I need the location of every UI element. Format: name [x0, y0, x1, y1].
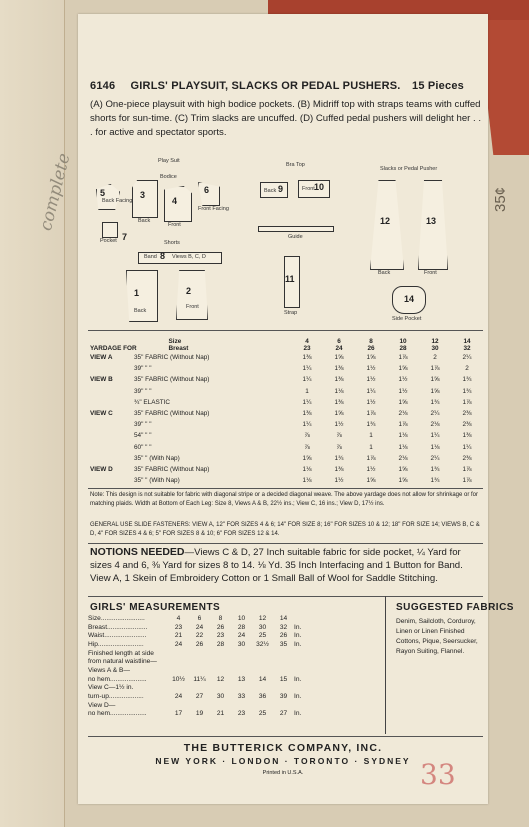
measurement-label: Hip.........................	[88, 640, 144, 648]
yardage-cell: 1½	[334, 421, 344, 429]
measurement-cell: 36	[258, 693, 267, 701]
yardage-cell: ⅞	[336, 432, 342, 440]
measurement-cell	[210, 649, 231, 658]
yardage-cell: 1	[305, 387, 309, 395]
measurement-cell	[210, 701, 231, 710]
slacks-label: Slacks or Pedal Pusher	[380, 166, 438, 172]
yardage-cell: 2¼	[430, 410, 440, 418]
size-column-header: 14 32	[463, 338, 471, 352]
measurement-cell	[252, 666, 273, 675]
measurement-row	[88, 692, 301, 701]
measurement-unit: In.	[294, 640, 302, 648]
measurement-cell	[252, 657, 273, 666]
measurement-cell: 10½	[172, 675, 185, 683]
yardage-view: VIEW D	[90, 465, 113, 473]
measurement-unit	[294, 684, 301, 693]
notions-text: —Views C & D, 27 Inch suitable fabric for side pocket, ¼ Yard for sizes 4 and 6, ⅜ Yard for sizes 8 to 14. ⅛ Yd. 35 Inch Interfacing and 1 Button for Band. View A, 1 Skein of Embroidery Cotton or 1 Small Ball of Wool for Saddle Stitching.	[90, 547, 463, 584]
yardage-cell: 1⅝	[430, 387, 440, 395]
yardage-cell: 1¼	[302, 365, 312, 373]
yardage-row	[88, 386, 483, 397]
measurement-cell: 39	[279, 693, 288, 701]
measurement-cell	[210, 657, 231, 666]
yardage-fabric: 35" " (With Nap)	[134, 454, 180, 462]
measurement-label: no hem....................	[88, 675, 147, 683]
yardage-fabric: 39" " "	[134, 365, 152, 373]
yardage-view	[88, 363, 132, 374]
strap-label: Strap	[284, 310, 298, 316]
yardage-cell: 1½	[334, 477, 344, 485]
yardage-cell: 1¾	[430, 398, 440, 406]
measurement-cell: 28	[237, 623, 246, 631]
pattern-piece-2	[176, 270, 208, 320]
measurement-unit	[294, 614, 301, 623]
yardage-cell: 1½	[366, 398, 376, 406]
shorts-front-label: Front	[186, 304, 199, 310]
measurement-cell	[231, 657, 252, 666]
measurement-unit: In.	[294, 632, 302, 640]
pattern-piece-diagram	[88, 158, 483, 328]
yardage-cell: 1¾	[334, 454, 344, 462]
measurement-label: View D—	[88, 701, 116, 709]
yardage-cell: ⅞	[336, 443, 342, 451]
pattern-number: 6146	[90, 80, 116, 92]
measurement-row	[88, 649, 301, 658]
measurement-cell: 32½	[256, 640, 269, 648]
piece-number-13: 13	[426, 216, 437, 226]
company-name: THE BUTTERICK COMPANY, INC.	[183, 742, 383, 754]
measurement-cell: 21	[174, 632, 183, 640]
measurement-cell	[168, 684, 189, 693]
measurement-cell: 30	[258, 623, 267, 631]
shorts-back-label: Back	[134, 308, 147, 314]
measurement-row	[88, 657, 301, 666]
pattern-title-line	[90, 80, 464, 92]
yardage-cell: 1⅜	[462, 432, 472, 440]
yardage-cell: 1⅞	[398, 421, 408, 429]
measurement-unit: In.	[294, 710, 302, 718]
yardage-view: VIEW B	[90, 376, 113, 384]
front-facing-label: Front Facing	[198, 206, 229, 212]
piece-number-1: 1	[134, 288, 140, 298]
piece-number-7: 7	[122, 232, 128, 242]
measurement-unit: In.	[294, 693, 302, 701]
yardage-cell: 2⅜	[462, 410, 472, 418]
measurement-unit: In.	[294, 675, 302, 683]
bodice-label: Bodice	[160, 174, 177, 180]
pattern-pieces: 15 Pieces	[412, 80, 464, 92]
yardage-note: Note: This design is not suitable for fabric with diagonal stripe or a decided diagonal weave. The above yardage does not allow for shrinkage or for matching plaids. Width at Bottom of Each Leg: Size 8, Views A & B, 22½ ins.; View C, 16 ins.; View D, 17½ ins.	[90, 492, 479, 507]
measurement-cell: 27	[195, 693, 204, 701]
yardage-fabric: 54" " "	[134, 432, 152, 440]
playsuit-label: Play Suit	[158, 158, 180, 164]
piece-number-2: 2	[186, 286, 192, 296]
measurement-label: Size........................	[88, 614, 145, 622]
measurement-cell	[231, 701, 252, 710]
piece-number-14: 14	[404, 294, 415, 304]
yardage-cell: 1⅝	[334, 410, 344, 418]
measurement-cell	[168, 666, 189, 675]
yardage-cell: 2⅜	[462, 421, 472, 429]
measurement-cell: 32	[279, 623, 288, 631]
measurement-cell: 19	[195, 710, 204, 718]
yardage-cell: 1¾	[430, 477, 440, 485]
divider	[88, 736, 483, 737]
measurement-cell: 10	[237, 614, 246, 622]
measurement-cell: 8	[218, 614, 223, 622]
yardage-fabric: 35" " (With Nap)	[134, 477, 180, 485]
measurement-label: turn-up...................	[88, 693, 144, 701]
yardage-cell: 1⅛	[398, 432, 408, 440]
measurement-cell: 24	[195, 623, 204, 631]
yardage-cell: 2¼	[462, 354, 472, 362]
yardage-cell: 1⅝	[398, 465, 408, 473]
measurement-cell	[189, 657, 210, 666]
measurement-cell: 25	[258, 710, 267, 718]
side-pocket-label: Side Pocket	[392, 316, 422, 322]
yardage-cell: 2	[433, 354, 437, 362]
divider	[88, 596, 483, 597]
measurement-label: from natural waistline—	[88, 658, 157, 666]
size-breast-label: Size Breast	[168, 338, 189, 352]
fabrics-heading: SUGGESTED FABRICS	[396, 602, 514, 613]
measurement-cell	[168, 657, 189, 666]
measurement-row	[88, 614, 301, 623]
measurement-cell	[273, 666, 294, 675]
measurement-cell	[252, 701, 273, 710]
band-views-label: Views B, C, D	[172, 254, 206, 260]
measurement-cell: 14	[279, 614, 288, 622]
measurement-row	[88, 710, 301, 719]
measurement-cell: 24	[174, 693, 183, 701]
piece-number-10: 10	[314, 182, 325, 192]
yardage-row	[88, 464, 483, 475]
yardage-fabric: 60" " "	[134, 443, 152, 451]
measurement-row	[88, 675, 301, 684]
measurement-cell: 12	[258, 614, 267, 622]
yardage-cell: 1¼	[462, 443, 472, 451]
yardage-row	[88, 352, 483, 363]
printed-in: Printed in U.S.A.	[262, 770, 304, 776]
yardage-cell: 1⅜	[334, 398, 344, 406]
yardage-row	[88, 397, 483, 408]
piece-number-12: 12	[380, 216, 391, 226]
measurement-cell: 12	[216, 675, 225, 683]
yardage-cell: 1½	[366, 365, 376, 373]
size-column-header: 4 23	[303, 338, 311, 352]
yardage-cell: 2⅛	[398, 410, 408, 418]
yardage-cell: 1¼	[302, 421, 312, 429]
yardage-cell: 1¾	[462, 376, 472, 384]
yardage-row	[88, 442, 483, 453]
yardage-fabric: 39" " "	[134, 421, 152, 429]
yardage-view	[88, 453, 132, 464]
yardage-fabric: 35" FABRIC (Without Nap)	[134, 465, 210, 473]
measurement-label: Finished length at side	[88, 649, 154, 657]
yardage-cell: 1⅞	[462, 477, 472, 485]
yardage-row	[88, 430, 483, 441]
yardage-cell: 1½	[398, 376, 408, 384]
measurement-cell: 14	[258, 675, 267, 683]
yardage-table	[88, 334, 483, 486]
yardage-cell: 1⅞	[462, 465, 472, 473]
pattern-description: (A) One-piece playsuit with high bodice pockets. (B) Midriff top with straps teams with cuffed shorts for sun-time. (C) Trim slacks are uncuffed. (D) Cuffed pedal pushers will delight her . . . for active and spectator sports.	[90, 99, 482, 138]
size-column-header: 10 28	[399, 338, 407, 352]
piece-number-9: 9	[278, 184, 284, 194]
yardage-cell: 1⅝	[366, 477, 376, 485]
measurement-cell	[273, 684, 294, 693]
yardage-cell: ⅞	[304, 432, 310, 440]
measurement-row	[88, 701, 301, 710]
yardage-cell: 1¼	[302, 376, 312, 384]
measurement-cell	[273, 701, 294, 710]
yardage-cell: 1⅛	[430, 443, 440, 451]
pattern-piece-guide	[258, 226, 334, 232]
measurement-cell: 24	[174, 640, 183, 648]
yardage-cell: 1⅜	[334, 465, 344, 473]
bra-back-label: Back	[264, 188, 277, 194]
yardage-cell: 1⅜	[302, 410, 312, 418]
measurement-unit	[294, 649, 301, 658]
slacks-front-label: Front	[424, 270, 437, 276]
measurement-cell: 6	[197, 614, 202, 622]
back-facing-label: Back Facing	[102, 198, 133, 204]
yardage-fabric: 35" FABRIC (Without Nap)	[134, 376, 210, 384]
yardage-view	[88, 386, 132, 397]
measurement-cell	[168, 701, 189, 710]
yardage-row	[88, 419, 483, 430]
column-divider	[385, 596, 386, 734]
measurement-cell: 28	[216, 640, 225, 648]
yardage-header-row	[88, 334, 483, 352]
notions-heading: NOTIONS NEEDED	[90, 546, 185, 558]
measurement-row	[88, 684, 301, 693]
measurement-cell: 23	[216, 632, 225, 640]
measurement-row	[88, 666, 301, 675]
yardage-row	[88, 363, 483, 374]
bodice-front-label: Front	[168, 222, 181, 228]
yardage-cell: 1½	[366, 465, 376, 473]
measurement-cell: 26	[279, 632, 288, 640]
slacks-back-label: Back	[378, 270, 391, 276]
measurement-label: Waist.......................	[88, 632, 147, 640]
measurement-cell: 35	[279, 640, 288, 648]
handwritten-note: complete	[36, 151, 75, 233]
yardage-cell: 2⅛	[430, 421, 440, 429]
yardage-cell: 1⅝	[302, 454, 312, 462]
measurement-cell	[210, 684, 231, 693]
yardage-view	[88, 430, 132, 441]
measurement-row	[88, 623, 301, 632]
yardage-fabric: ¾" ELASTIC	[134, 398, 171, 406]
measurement-cell: 17	[174, 710, 183, 718]
slide-fasteners-note: GENERAL USE SLIDE FASTENERS: VIEW A, 12" FOR SIZES 4 & 6; 14" FOR SIZE 8; 16" FOR SIZES 10 & 12; 18" FOR SIZE 14; VIEWS B, C & D, 4" FOR SIZES 4 & 6; 5" FOR SIZES 8 & 10; 6" FOR SIZES 12 & 14.	[90, 522, 480, 537]
yardage-cell: 1	[369, 432, 373, 440]
pattern-piece-4	[164, 186, 192, 222]
notions-section	[90, 546, 485, 585]
yardage-row	[88, 408, 483, 419]
guide-label: Guide	[288, 234, 303, 240]
pattern-sheet	[78, 14, 514, 804]
yardage-cell: 1⅝	[398, 398, 408, 406]
yardage-view	[88, 475, 132, 486]
measurement-cell	[231, 684, 252, 693]
measurement-cell: 15	[279, 675, 288, 683]
yardage-view	[88, 442, 132, 453]
yardage-cell: 1⅝	[398, 477, 408, 485]
measurement-cell	[189, 666, 210, 675]
yardage-fabric: 35" FABRIC (Without Nap)	[134, 410, 210, 418]
bra-front-label: Front	[302, 186, 315, 192]
company-cities: NEW YORK · LONDON · TORONTO · SYDNEY	[155, 756, 411, 766]
size-column-header: 8 26	[367, 338, 375, 352]
yardage-cell: 1¼	[430, 432, 440, 440]
measurement-row	[88, 631, 301, 640]
measurement-cell: 30	[237, 640, 246, 648]
yardage-cell: 1⅞	[462, 398, 472, 406]
measurement-cell: 23	[174, 623, 183, 631]
measurement-cell	[210, 666, 231, 675]
measurement-unit: In.	[294, 623, 302, 631]
band-label: Band	[144, 254, 157, 260]
yardage-cell: 1¾	[462, 387, 472, 395]
measurement-cell: 26	[216, 623, 225, 631]
yardage-fabric: 39" " "	[134, 387, 152, 395]
size-column-header: 12 30	[431, 338, 439, 352]
yardage-cell: 2¼	[430, 454, 440, 462]
yardage-cell: 1⅝	[398, 365, 408, 373]
shorts-label: Shorts	[164, 240, 180, 246]
measurement-cell: 21	[216, 710, 225, 718]
yardage-row	[88, 453, 483, 464]
measurement-cell: 11¼	[193, 675, 206, 683]
yardage-cell: 1½	[398, 387, 408, 395]
measurement-label: Breast......................	[88, 623, 148, 631]
yardage-cell: 2	[465, 365, 469, 373]
pattern-piece-pocket	[102, 222, 118, 238]
measurement-cell	[189, 701, 210, 710]
yardage-row	[88, 374, 483, 385]
yardage-cell: 1¼	[366, 387, 376, 395]
yardage-cell: 1¾	[366, 421, 376, 429]
measurement-cell	[252, 649, 273, 658]
yardage-cell: 1¼	[302, 398, 312, 406]
price-mark: 35¢	[492, 186, 509, 212]
yardage-cell: 1⅛	[302, 465, 312, 473]
yardage-view	[88, 397, 132, 408]
measurement-row	[88, 640, 301, 649]
divider	[88, 543, 483, 544]
pattern-piece-1	[126, 270, 158, 322]
pocket-label: Pocket	[100, 238, 117, 244]
yardage-cell: 1⅜	[334, 365, 344, 373]
measurement-cell: 27	[279, 710, 288, 718]
yardage-header-label: YARDAGE FOR	[90, 345, 137, 352]
yardage-cell: 1⅞	[366, 454, 376, 462]
measurement-cell: 30	[216, 693, 225, 701]
yardage-cell: 1⅞	[366, 410, 376, 418]
measurement-cell	[231, 649, 252, 658]
measurement-cell	[168, 649, 189, 658]
measurement-unit	[294, 657, 301, 666]
measurement-cell: 26	[195, 640, 204, 648]
measurement-cell	[189, 649, 210, 658]
yardage-cell: 1⅛	[398, 443, 408, 451]
yardage-fabric: 35" FABRIC (Without Nap)	[134, 354, 210, 362]
measurement-unit	[294, 666, 301, 675]
piece-number-11: 11	[285, 274, 295, 284]
measurement-cell: 33	[237, 693, 246, 701]
piece-number-5: 5	[100, 188, 106, 198]
measurement-cell: 25	[258, 632, 267, 640]
yardage-view	[88, 419, 132, 430]
pattern-title: GIRLS' PLAYSUIT, SLACKS OR PEDAL PUSHERS.	[130, 80, 401, 92]
yardage-cell: ⅞	[304, 443, 310, 451]
bodice-back-label: Back	[138, 218, 151, 224]
piece-number-3: 3	[140, 190, 146, 200]
yardage-cell: 1⅝	[334, 354, 344, 362]
divider	[88, 488, 483, 489]
measurement-label: View C—1½ in.	[88, 684, 134, 692]
yardage-cell: 1⅞	[430, 365, 440, 373]
yardage-cell: 2⅛	[398, 454, 408, 462]
measurement-label: Views A & B—	[88, 666, 131, 674]
measurement-cell	[273, 657, 294, 666]
measurement-cell	[273, 649, 294, 658]
measurement-cell	[231, 666, 252, 675]
bra-top-label: Bra Top	[286, 162, 305, 168]
yardage-cell: 2⅜	[462, 454, 472, 462]
measurement-cell: 22	[195, 632, 204, 640]
size-column-header: 6 24	[335, 338, 343, 352]
measurements-table	[88, 614, 301, 718]
measurements-heading: GIRLS' MEASUREMENTS	[90, 602, 221, 613]
yardage-cell: 1½	[366, 376, 376, 384]
piece-number-6: 6	[204, 185, 210, 195]
stamp-number: 33	[420, 758, 456, 791]
measurement-cell	[252, 684, 273, 693]
measurement-cell: 4	[176, 614, 181, 622]
yardage-cell: 1⅝	[366, 354, 376, 362]
yardage-cell: 1⅞	[398, 354, 408, 362]
measurement-unit	[294, 701, 301, 710]
envelope-left-flap	[0, 0, 65, 827]
yardage-cell: 1⅝	[430, 376, 440, 384]
yardage-cell: 1⅜	[334, 376, 344, 384]
measurement-cell	[189, 684, 210, 693]
yardage-cell: 1⅜	[302, 354, 312, 362]
yardage-view: VIEW A	[90, 354, 113, 362]
divider	[88, 330, 483, 331]
piece-number-8: 8	[160, 251, 166, 261]
yardage-cell: 1⅛	[302, 477, 312, 485]
yardage-cell: 1¾	[430, 465, 440, 473]
yardage-cell: 1	[369, 443, 373, 451]
measurement-label: no hem....................	[88, 710, 147, 718]
piece-number-4: 4	[172, 196, 178, 206]
yardage-cell: 1⅛	[334, 387, 344, 395]
measurement-cell: 13	[237, 675, 246, 683]
measurement-cell: 23	[237, 710, 246, 718]
measurement-cell: 24	[237, 632, 246, 640]
yardage-view: VIEW C	[90, 410, 113, 418]
yardage-row	[88, 475, 483, 486]
fabrics-text: Denim, Sailcloth, Corduroy, Linen or Linen Finished Cottons, Pique, Seersucker, Rayon Suiting, Flannel.	[396, 618, 478, 655]
